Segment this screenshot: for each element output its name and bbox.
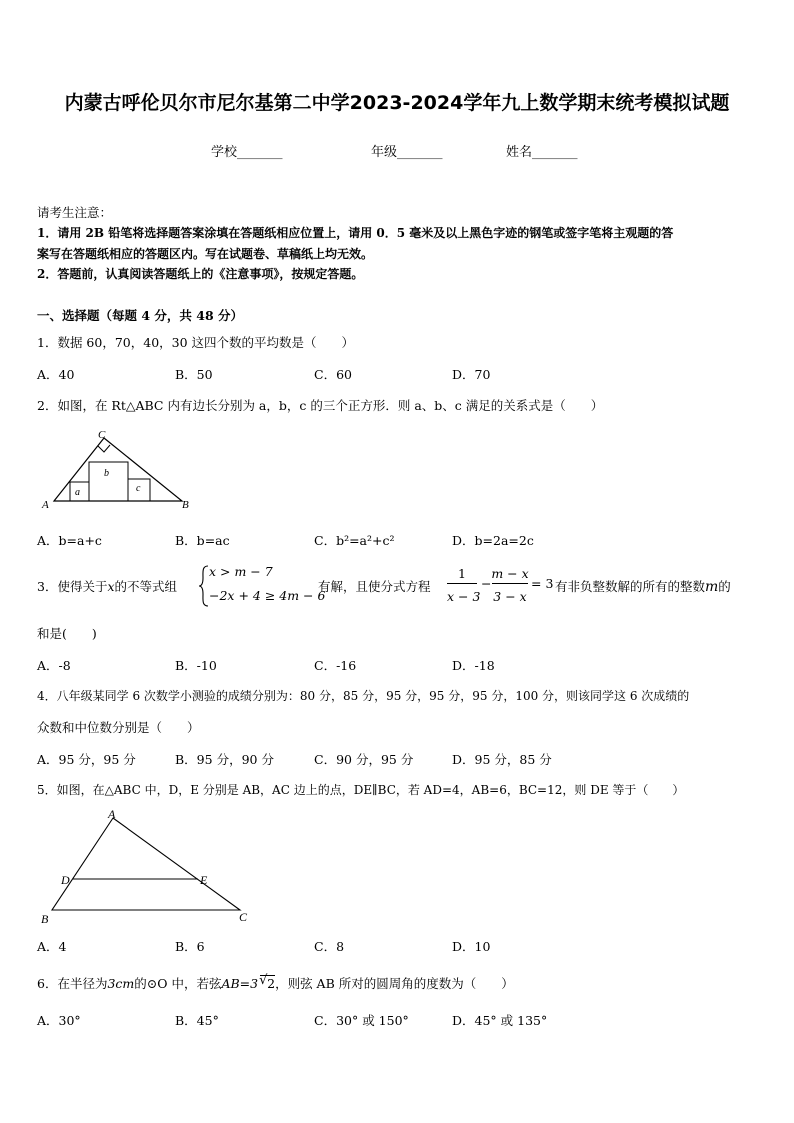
q6-mid-text: 的⊙O 中，若弦 (134, 976, 222, 991)
q6-option-b: B．45° (175, 1013, 219, 1028)
q5-stem: 5．如图，在△ABC 中，D，E 分别是 AB，AC 边上的点，DE∥BC，若 AD=4，AB=6，BC=12，则 DE 等于（ ） (37, 783, 685, 797)
q3-line2: 和是( ) (37, 626, 97, 641)
q4-option-a: A．95 分，95 分 (37, 752, 136, 767)
q6-chord: AB=3 (221, 976, 259, 991)
school-field: 学校_______ (211, 145, 283, 160)
q6-radical-sign: √ (259, 973, 268, 988)
q2-figure (40, 428, 200, 512)
q6-option-d: D．45° 或 135° (452, 1013, 548, 1028)
section-heading: 一、选择题（每题 4 分，共 48 分） (37, 308, 244, 323)
q2-option-d: D．b=2a=2c (452, 533, 534, 548)
q5-option-d: D．10 (452, 939, 491, 954)
q1-option-d: D．70 (452, 367, 491, 382)
q1-stem: 1．数据 60，70，40，30 这四个数的平均数是（ ） (37, 335, 355, 350)
q3-frac2-den: 3 − x (493, 589, 527, 604)
q3-minus: − (481, 576, 492, 591)
q6-stem (37, 974, 514, 992)
q6-post-text: ，则弦 AB 所对的圆周角的度数为（ ） (275, 976, 514, 991)
q5-label-e: E (200, 873, 208, 887)
q2-label-b-square: b (104, 468, 109, 479)
q3-post (555, 577, 731, 595)
q3-pre (37, 577, 177, 595)
q3-frac1-den: x − 3 (447, 589, 481, 604)
q3-option-c: C．-16 (314, 658, 357, 673)
q6-sqrt (260, 975, 275, 991)
q3-inequality-1: x > m − 7 (209, 564, 273, 579)
q2-label-c-vertex: C (98, 429, 106, 441)
q3-var-x: x (107, 579, 115, 594)
q3-frac2-num: m − x (491, 566, 529, 581)
q3-post-text: 有非负整数解的所有的整数 (555, 579, 706, 594)
q5-figure (38, 806, 258, 926)
q3-post2-text: 的 (718, 579, 731, 594)
q3-var-m: m (705, 579, 719, 595)
q1-option-a: A．40 (37, 367, 75, 382)
q2-stem: 2．如图，在 Rt△ABC 内有边长分别为 a，b，c 的三个正方形．则 a、b、c 满足的关系式是（ ） (37, 398, 604, 413)
q4-line2: 众数和中位数分别是（ ） (37, 720, 200, 735)
q1-option-c: C．60 (314, 367, 352, 382)
q3-frac1-num: 1 (458, 566, 466, 581)
q4-line1: 4．八年级某同学 6 次数学小测验的成绩分别为：80 分，85 分，95 分，95 分，95 分，100 分，则该同学这 6 次成绩的 (37, 689, 690, 703)
q2-label-a-vertex: A (42, 499, 49, 511)
q5-label-c: C (239, 910, 248, 924)
q2-option-b: B．b=ac (175, 533, 230, 548)
q3-frac1-bar (447, 583, 477, 584)
notice-item1-line1: 1．请用 2B 铅笔将选择题答案涂填在答题纸相应位置上，请用 0．5 毫米及以上黑色字迹的钢笔或签字笔将主观题的答 (37, 226, 674, 240)
q3-option-a: A．-8 (37, 658, 71, 673)
name-field: 姓名_______ (506, 145, 578, 160)
grade-field: 年级_______ (371, 145, 443, 160)
q5-option-b: B．6 (175, 939, 205, 954)
q3-option-b: B．-10 (175, 658, 217, 673)
q6-radius: 3cm (107, 976, 135, 991)
q3-frac2-bar (492, 583, 528, 584)
notice-item1-line2: 案写在答题纸相应的答题区内。写在试题卷、草稿纸上均无效。 (37, 247, 374, 261)
q5-label-a: A (108, 807, 116, 821)
q3-mid2: 有解，且使分式方程 (318, 579, 431, 594)
q4-option-b: B．95 分，90 分 (175, 752, 274, 767)
q6-option-a: A．30° (37, 1013, 81, 1028)
page-title: 内蒙古呼伦贝尔市尼尔基第二中学2023-2024学年九上数学期末统考模拟试题 (64, 92, 730, 114)
q4-option-d: D．95 分，85 分 (452, 752, 552, 767)
q4-option-c: C．90 分，95 分 (314, 752, 414, 767)
q3-inequality-2: −2x + 4 ≥ 4m − 6 (209, 588, 326, 603)
q3-equals: = 3 (531, 576, 554, 591)
q3-mid1-text: 的不等式组 (114, 579, 178, 594)
q3-option-d: D．-18 (452, 658, 495, 673)
q5-label-d: D (61, 873, 70, 887)
q2-label-b-vertex: B (182, 499, 189, 511)
q2-option-c: C．b²=a²+c² (314, 533, 395, 548)
q6-sqrt-value: 2 (267, 976, 276, 991)
q5-label-b: B (41, 912, 49, 926)
q6-option-c: C．30° 或 150° (314, 1013, 409, 1028)
q5-option-c: C．8 (314, 939, 345, 954)
q2-option-a: A．b=a+c (37, 533, 102, 548)
q5-option-a: A．4 (37, 939, 67, 954)
q2-label-c-square: c (136, 483, 141, 494)
notice-item2: 2．答题前，认真阅读答题纸上的《注意事项》，按规定答题。 (37, 267, 364, 281)
notice-heading: 请考生注意： (37, 205, 113, 220)
q6-pre-text: 6．在半径为 (37, 976, 108, 991)
q1-option-b: B．50 (175, 367, 213, 382)
q3-pre-text: 3．使得关于 (37, 579, 108, 594)
q2-label-a-square: a (75, 487, 80, 498)
